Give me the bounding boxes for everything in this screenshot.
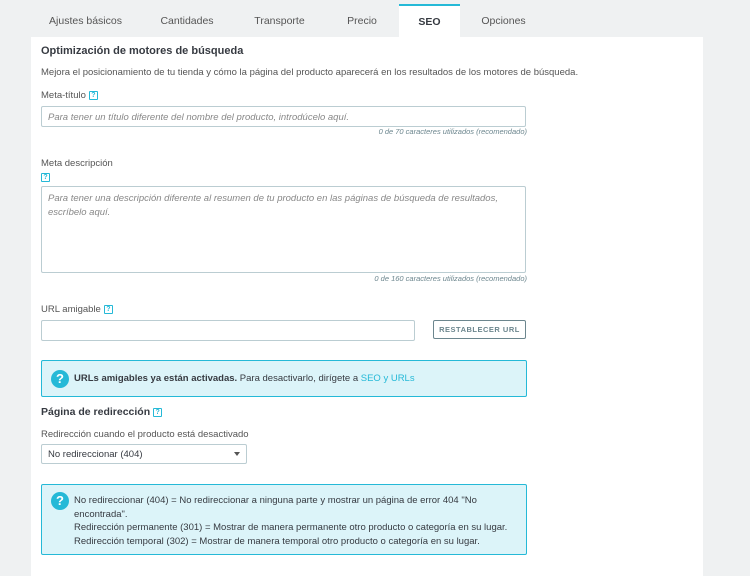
redirect-info-line: Redirección temporal (302) = Mostrar de manera temporal otro producto o categoría en su lugar. — [74, 535, 480, 547]
friendly-url-input[interactable] — [41, 320, 415, 341]
redirect-info-text — [74, 494, 507, 548]
help-icon[interactable]: ? — [104, 305, 113, 314]
help-icon[interactable]: ? — [41, 173, 50, 182]
friendly-url-alert — [41, 360, 527, 397]
seo-description: Mejora el posicionamiento de tu tienda y cómo la página del producto aparecerá en los resultados de los motores de búsqueda. — [41, 67, 579, 78]
reset-url-button[interactable]: RESTABLECER URL — [433, 320, 526, 339]
redirect-selected-value: No redireccionar (404) — [48, 448, 143, 460]
meta-description-label: Meta descripción — [41, 158, 113, 169]
redirect-info-line: encontrada". — [74, 508, 128, 520]
seo-panel — [31, 37, 703, 576]
meta-description-counter: 0 de 160 caracteres utilizados (recomendado) — [374, 274, 527, 283]
redirect-info-line: No redireccionar (404) = No redireccionar a ninguna parte y mostrar un página de error 404 "No — [74, 495, 477, 506]
friendly-url-label-text: URL amigable — [41, 304, 101, 315]
redirect-label: Redirección cuando el producto está desactivado — [41, 429, 249, 440]
tab-options[interactable]: Opciones — [481, 14, 526, 27]
tab-pricing[interactable]: Precio — [347, 14, 377, 27]
friendly-url-alert-body: Para desactivarlo, dirígete a — [237, 373, 361, 384]
question-icon: ? — [51, 492, 69, 510]
help-icon[interactable]: ? — [153, 408, 162, 417]
meta-title-input[interactable]: Para tener un título diferente del nombre del producto, introdúcelo aquí. — [41, 106, 526, 127]
seo-section-title: Optimización de motores de búsqueda — [41, 45, 244, 57]
meta-description-textarea[interactable]: Para tener una descripción diferente al resumen de tu producto en las páginas de búsqueda de resultados, escríbelo aquí. — [41, 186, 526, 273]
meta-title-label-text: Meta-título — [41, 90, 86, 101]
question-icon: ? — [51, 370, 69, 388]
redirect-select[interactable] — [41, 444, 247, 464]
friendly-url-alert-text — [74, 373, 415, 384]
redirect-info-alert — [41, 484, 527, 555]
redirect-info-line: Redirección permanente (301) = Mostrar de manera permanente otro producto o categoría en su lugar. — [74, 522, 508, 533]
meta-title-label — [41, 90, 98, 101]
help-icon[interactable]: ? — [89, 91, 98, 100]
seo-urls-link[interactable]: SEO y URLs — [360, 373, 415, 384]
meta-title-counter: 0 de 70 caracteres utilizados (recomendado) — [378, 127, 527, 136]
tab-shipping[interactable]: Transporte — [254, 14, 305, 27]
friendly-url-alert-bold: URLs amigables ya están activadas. — [74, 373, 238, 384]
friendly-url-label — [41, 304, 113, 315]
tab-quantities[interactable]: Cantidades — [160, 14, 214, 27]
tab-seo[interactable]: SEO — [399, 4, 460, 37]
tab-basic-settings[interactable]: Ajustes básicos — [49, 14, 122, 27]
redirect-section-title — [41, 406, 162, 418]
product-tabs — [31, 4, 703, 37]
chevron-down-icon — [234, 452, 240, 456]
redirect-title-text: Página de redirección — [41, 406, 151, 418]
